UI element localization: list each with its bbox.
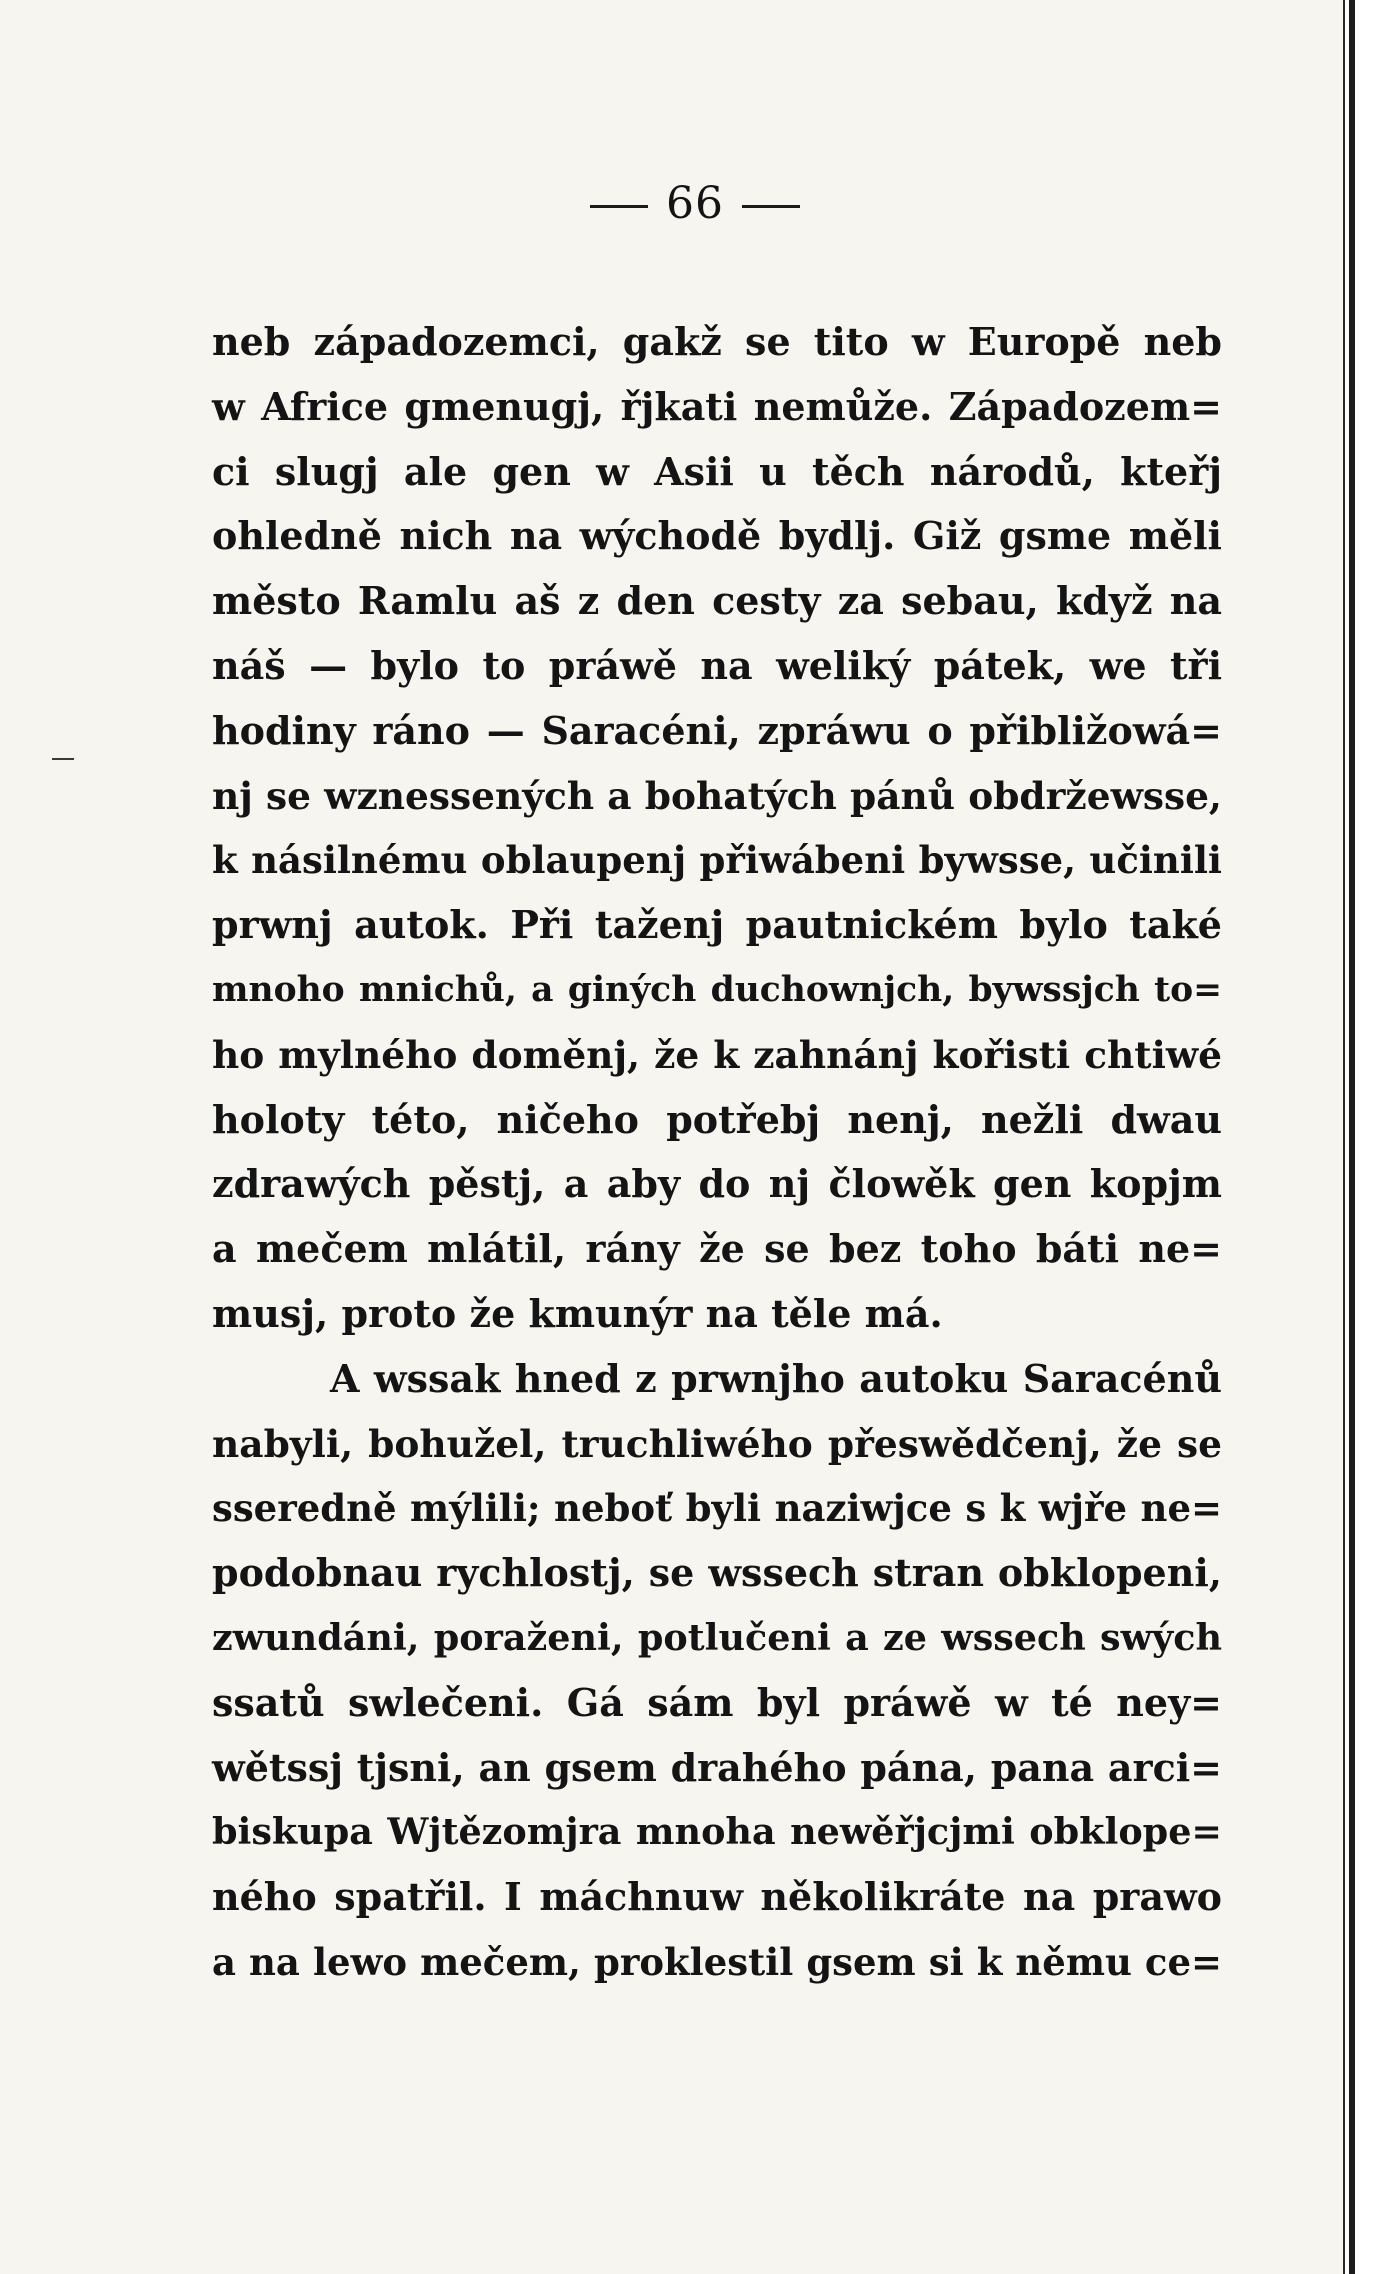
text-line: a mečem mlátil, rány že se bez toho báti ne= <box>212 1226 1222 1272</box>
text-line: ci slugj ale gen w Asii u těch národů, kteřj <box>212 448 1222 494</box>
text-line: prwnj autok. Při taženj pautnickém bylo také <box>212 902 1222 948</box>
text-line: neb západozemci, gakž se tito w Europě neb <box>212 319 1222 364</box>
text-line: město Ramlu aš z den cesty za sebau, když na <box>212 578 1222 624</box>
text-line: biskupa Wjtězomjra mnoha newěřjcjmi obklope= <box>212 1810 1222 1854</box>
text-line: zdrawých pěstj, a aby do nj člowěk gen kopjm <box>212 1161 1222 1207</box>
text-line: nj se wznessených a bohatých pánů obdržewsse, <box>212 773 1222 818</box>
text-line: wětssj tjsni, an gsem drahého pána, pana arci= <box>212 1744 1222 1790</box>
text-line: ho mylného doměnj, že k zahnánj kořisti chtiwé <box>212 1032 1222 1077</box>
text-line: sseredně mýlili; neboť byli naziwjce s k wjře ne= <box>212 1486 1222 1531</box>
text-line: A wssak hned z prwnjho autoku Saracénů <box>330 1355 1222 1401</box>
page-edge <box>1343 0 1390 2274</box>
header-dash-right <box>742 205 800 208</box>
text-line: k násilnému oblaupenj přiwábeni bywsse, učinili <box>212 838 1222 883</box>
text-line: ného spatřil. I máchnuw několikráte na prawo <box>212 1874 1222 1920</box>
text-line: zwundáni, poraženi, potlučeni a ze wssech swých <box>212 1615 1222 1659</box>
text-line: a na lewo mečem, proklestil gsem si k němu ce= <box>212 1939 1222 1984</box>
page-number: 66 <box>666 178 724 229</box>
header-dash-left <box>590 205 648 208</box>
paragraph-1 <box>212 310 1222 1347</box>
text-line: nabyli, bohužel, truchliwého přeswědčenj, že se <box>212 1421 1222 1466</box>
text-line: w Africe gmenugj, řjkati nemůže. Západozem= <box>212 383 1222 429</box>
margin-mark <box>52 758 74 760</box>
text-line: ohledně nich na wýchodě bydlj. Giž gsme měli <box>212 513 1222 559</box>
text-line: podobnau rychlostj, se wssech stran obklopeni, <box>212 1550 1222 1596</box>
text-line: musj, proto že kmunýr na těle má. <box>212 1290 943 1336</box>
text-line: náš — bylo to práwě na weliký pátek, we tři <box>212 642 1222 688</box>
paragraph-2 <box>212 1347 1222 1995</box>
body-text <box>212 310 1222 1995</box>
text-line: ssatů swlečeni. Gá sám byl práwě w té ney= <box>212 1679 1222 1725</box>
text-line: mnoho mnichů, a giných duchownjch, bywssjch to= <box>212 969 1222 1010</box>
text-line: hodiny ráno — Saracéni, zpráwu o přibližowá= <box>212 707 1222 753</box>
page-header <box>0 178 1390 229</box>
edge-shadow <box>1349 0 1355 2274</box>
text-line: holoty této, ničeho potřebj nenj, nežli dwau <box>212 1096 1222 1142</box>
